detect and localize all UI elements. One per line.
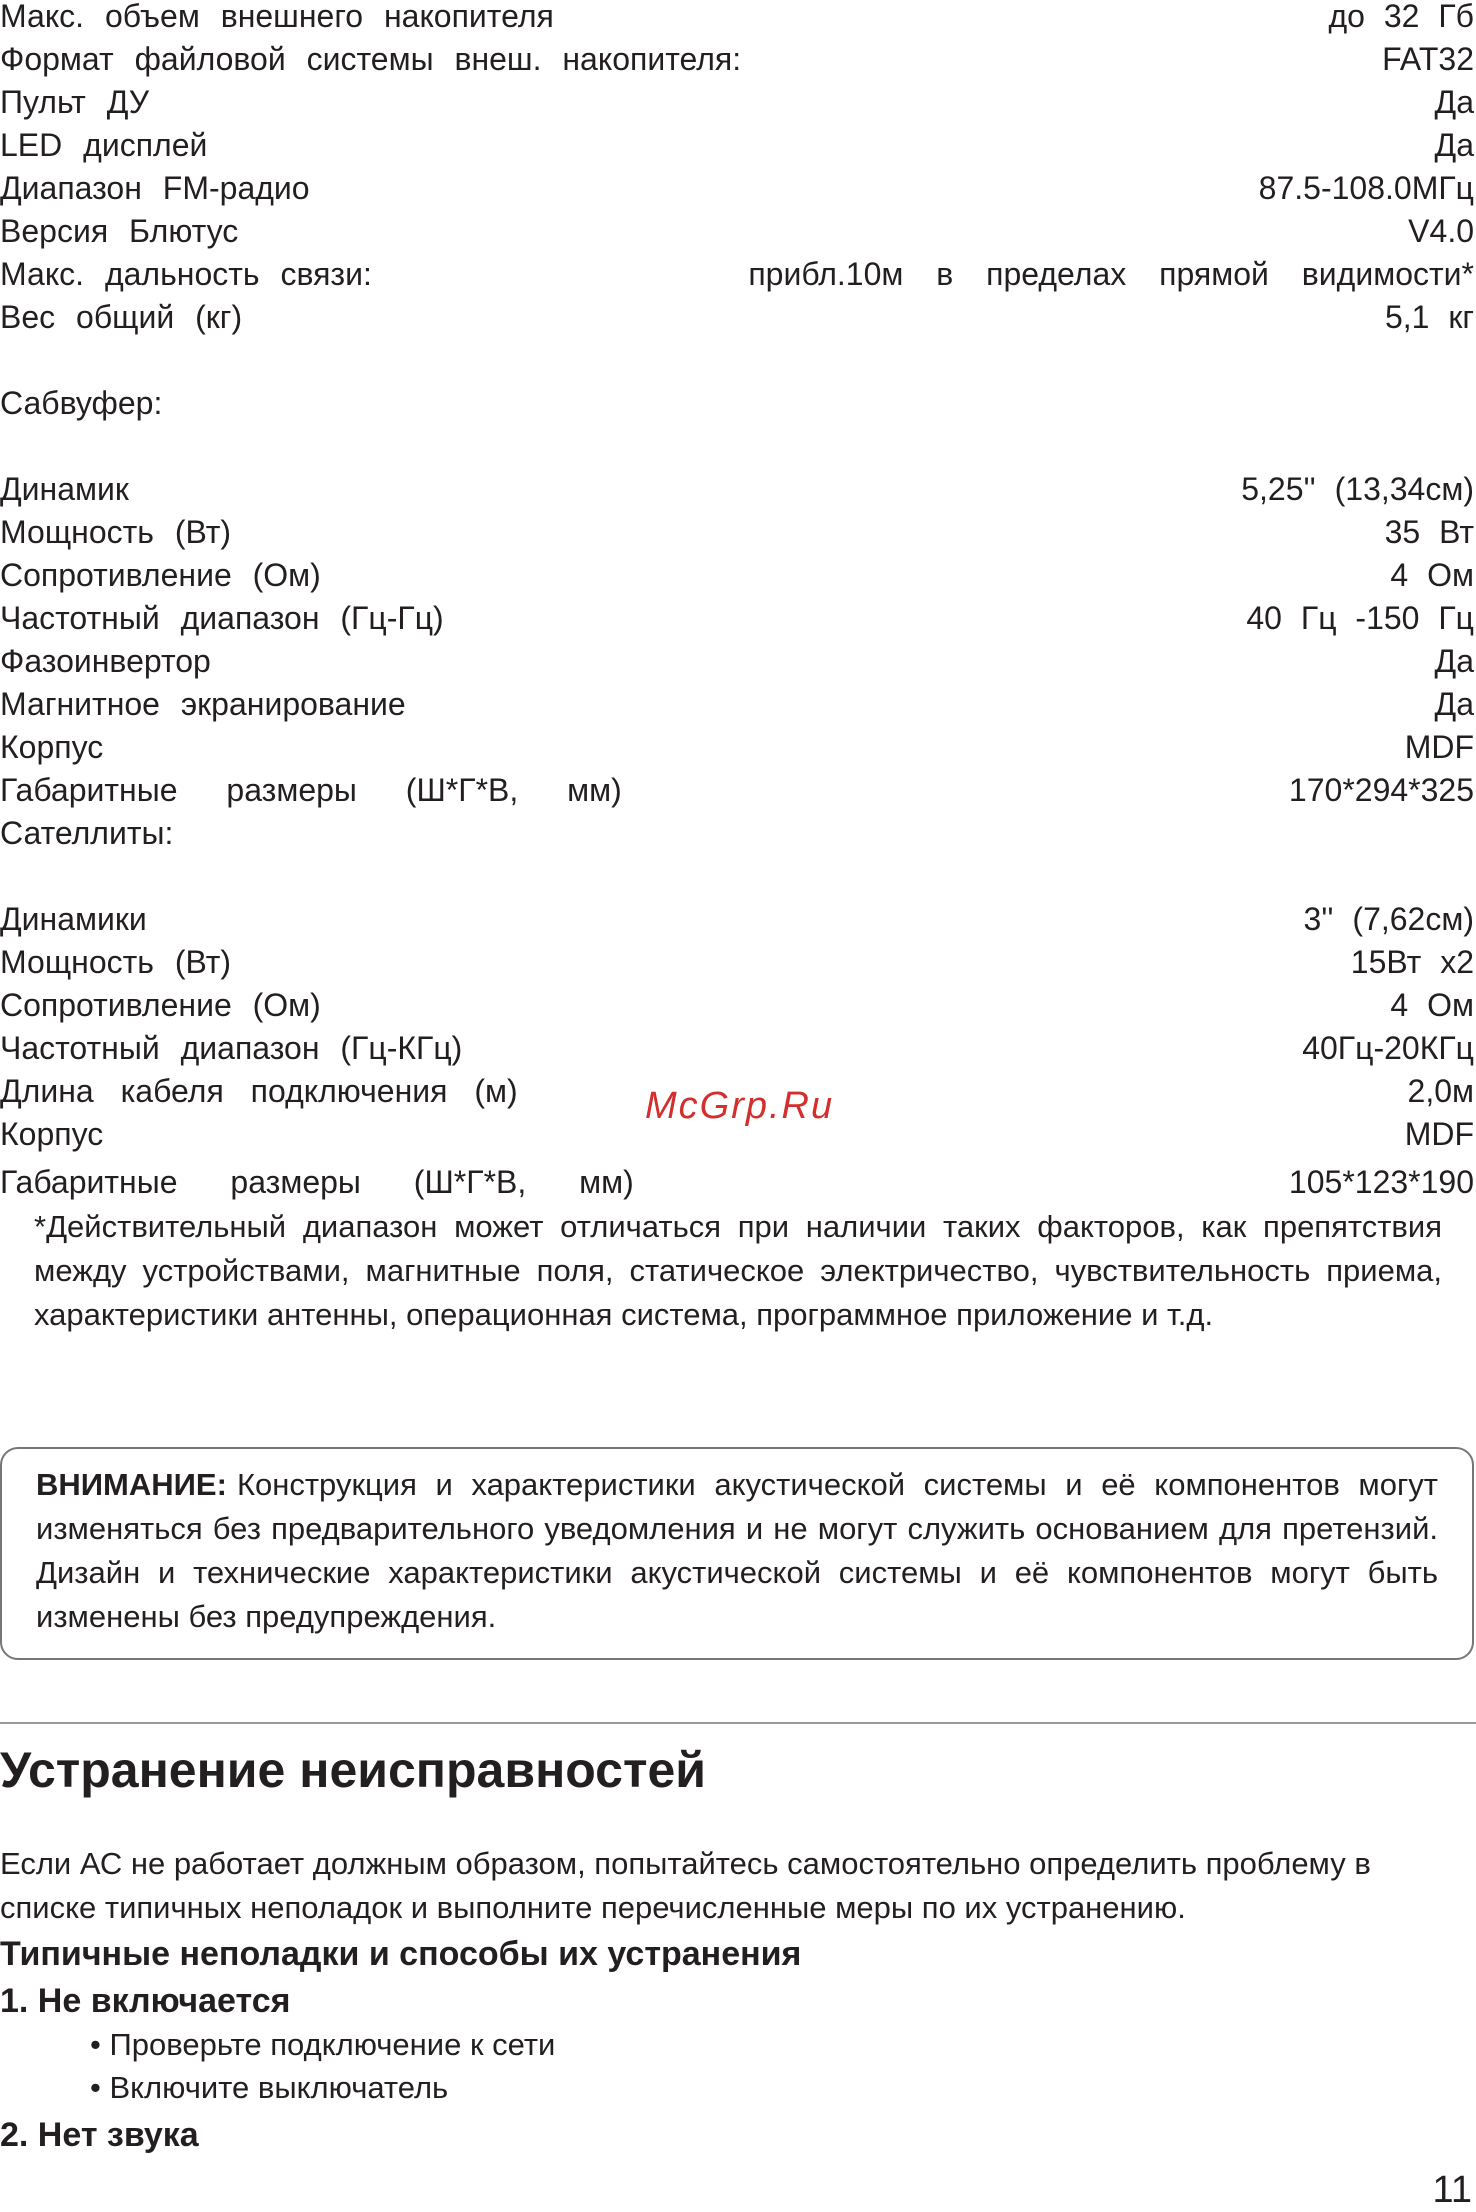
spec-label: Динамик bbox=[0, 471, 129, 507]
spec-row bbox=[0, 168, 1474, 208]
spec-label: Сопротивление (Ом) bbox=[0, 987, 321, 1023]
page-title: Устранение неисправностей bbox=[0, 1742, 707, 1798]
spec-value: 35 Вт bbox=[1384, 514, 1474, 550]
page-number: 11 bbox=[1432, 2169, 1472, 2211]
spec-value: Да bbox=[1434, 643, 1474, 679]
spec-label: Магнитное экранирование bbox=[0, 686, 406, 722]
spec-label: Диапазон FM-радио bbox=[0, 170, 310, 206]
section-heading-subwoofer: Сабвуфер: bbox=[0, 385, 163, 421]
spec-row bbox=[0, 1162, 1474, 1202]
notice-text: Конструкция и характеристики акустической системы и её компонентов могут изменяться без предварительного уведомления и не могут служить основанием для претензий. Дизайн и технические характеристики акустической системы и её компонентов могут быть изменены без предупреждения. bbox=[36, 1467, 1438, 1634]
notice-label: ВНИМАНИЕ: bbox=[36, 1467, 227, 1502]
spec-label: Версия Блютус bbox=[0, 213, 239, 249]
spec-label: Мощность (Вт) bbox=[0, 944, 232, 980]
spec-row bbox=[0, 598, 1474, 638]
spec-value: 105*123*190 bbox=[1288, 1164, 1474, 1200]
spec-row bbox=[0, 942, 1474, 982]
spec-value: Да bbox=[1434, 127, 1474, 163]
spec-value: FAT32 bbox=[1382, 41, 1474, 77]
watermark: McGrp.Ru bbox=[645, 1085, 835, 1127]
spec-value: V4.0 bbox=[1408, 213, 1474, 249]
spec-row bbox=[0, 899, 1474, 939]
section-divider bbox=[0, 1722, 1476, 1724]
spec-row bbox=[0, 82, 1474, 122]
spec-value: 40Гц-20КГц bbox=[1302, 1030, 1474, 1066]
spec-label: Мощность (Вт) bbox=[0, 514, 232, 550]
spec-value: 3'' (7,62см) bbox=[1303, 901, 1474, 937]
spec-label: LED дисплей bbox=[0, 127, 208, 163]
spec-value: 2,0м bbox=[1407, 1073, 1474, 1109]
spec-row bbox=[0, 0, 1474, 36]
list-item: • Включите выключатель bbox=[90, 2070, 449, 2105]
spec-label: Макс. дальность связи: bbox=[0, 256, 372, 292]
spec-value: прибл.10м в пределах прямой видимости* bbox=[748, 256, 1474, 292]
notice-box bbox=[0, 1447, 1474, 1660]
spec-value: 170*294*325 bbox=[1288, 772, 1474, 808]
subsection-title: Типичные неполадки и способы их устранения bbox=[0, 1935, 802, 1973]
notice-paragraph bbox=[36, 1463, 1438, 1639]
spec-value: 4 Ом bbox=[1390, 987, 1474, 1023]
spec-value: Да bbox=[1434, 84, 1474, 120]
spec-label: Сопротивление (Ом) bbox=[0, 557, 321, 593]
spec-label: Габаритные размеры (Ш*Г*В, мм) bbox=[0, 772, 622, 808]
spec-label: Формат файловой системы внеш. накопителя: bbox=[0, 41, 742, 77]
section-heading-satellites: Сателлиты: bbox=[0, 815, 174, 851]
spec-value: MDF bbox=[1404, 1116, 1474, 1152]
spec-value: до 32 Гб bbox=[1328, 0, 1474, 34]
spec-row bbox=[0, 770, 1474, 810]
spec-row bbox=[0, 727, 1474, 767]
spec-row bbox=[0, 555, 1474, 595]
spec-label: Корпус bbox=[0, 729, 104, 765]
intro-paragraph: Если АС не работает должным образом, попытайтесь самостоятельно определить проблему в списке типичных неполадок и выполните перечисленные меры по их устранению. bbox=[0, 1846, 1371, 1925]
problem-title: 2. Нет звука bbox=[0, 2116, 199, 2154]
spec-label: Пульт ДУ bbox=[0, 84, 150, 120]
spec-label: Макс. объем внешнего накопителя bbox=[0, 0, 554, 34]
spec-row bbox=[0, 39, 1474, 79]
spec-row bbox=[0, 1028, 1474, 1068]
spec-label: Корпус bbox=[0, 1116, 104, 1152]
spec-value: Да bbox=[1434, 686, 1474, 722]
list-item: • Проверьте подключение к сети bbox=[90, 2027, 556, 2062]
problem-title: 1. Не включается bbox=[0, 1982, 291, 2020]
spec-row bbox=[0, 985, 1474, 1025]
spec-value: 87.5-108.0МГц bbox=[1258, 170, 1474, 206]
spec-value: 40 Гц -150 Гц bbox=[1246, 600, 1474, 636]
spec-label: Частотный диапазон (Гц-КГц) bbox=[0, 1030, 463, 1066]
spec-value: 5,1 кг bbox=[1384, 299, 1474, 335]
spec-row bbox=[0, 469, 1474, 509]
fix-list bbox=[90, 2023, 555, 2109]
spec-value: 4 Ом bbox=[1390, 557, 1474, 593]
spec-label: Габаритные размеры (Ш*Г*В, мм) bbox=[0, 1164, 634, 1200]
spec-row bbox=[0, 641, 1474, 681]
spec-value: 5,25'' (13,34см) bbox=[1241, 471, 1474, 507]
spec-row bbox=[0, 211, 1474, 251]
spec-row bbox=[0, 254, 1474, 294]
spec-row bbox=[0, 684, 1474, 724]
spec-value: 15Вт x2 bbox=[1350, 944, 1474, 980]
spec-label: Фазоинвертор bbox=[0, 643, 211, 679]
spec-label: Вес общий (кг) bbox=[0, 299, 243, 335]
spec-row bbox=[0, 125, 1474, 165]
spec-row bbox=[0, 297, 1474, 337]
spec-label: Частотный диапазон (Гц-Гц) bbox=[0, 600, 444, 636]
spec-label: Динамики bbox=[0, 901, 147, 937]
spec-label: Длина кабеля подключения (м) bbox=[0, 1073, 518, 1109]
spec-row bbox=[0, 512, 1474, 552]
footnote: *Действительный диапазон может отличаться при наличии таких факторов, как препятствия между устройствами, магнитные поля, статическое электричество, чувствительность приема, характеристики антенны, операционная система, программное приложение и т.д. bbox=[34, 1209, 1442, 1332]
spec-value: MDF bbox=[1404, 729, 1474, 765]
